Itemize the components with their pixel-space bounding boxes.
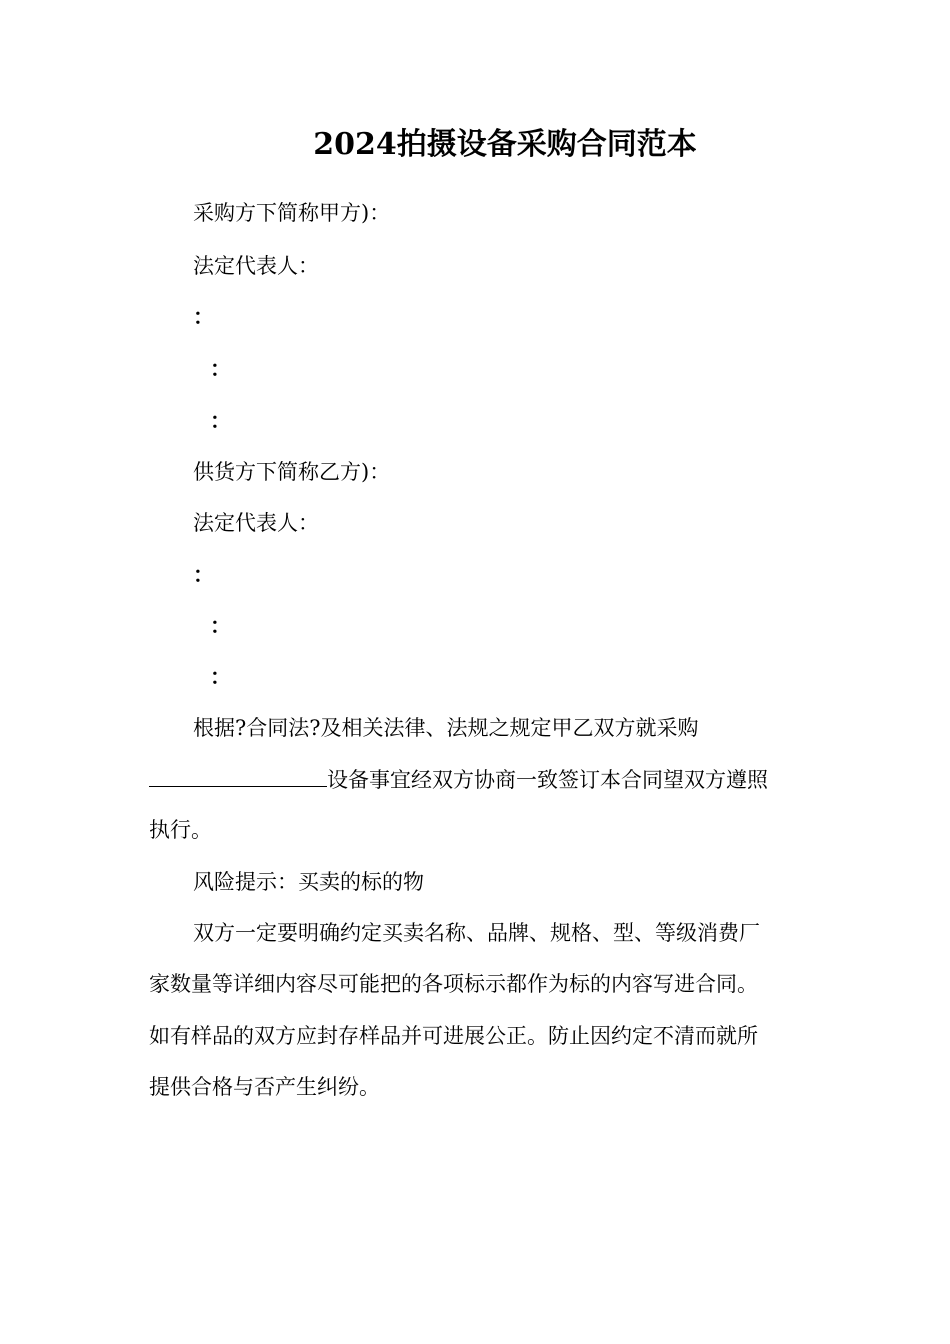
document-title: 2024拍摄设备采购合同范本 [313, 127, 697, 162]
intro-line-3: 执行。 [149, 818, 212, 842]
risk-paragraph-line-1: 双方一定要明确约定买卖名称、品牌、规格、型、等级消费厂 [193, 921, 760, 945]
risk-heading: 风险提示：买卖的标的物 [193, 870, 424, 894]
party-a-field-2: ： [210, 356, 231, 381]
risk-paragraph-line-3: 如有样品的双方应封存样品并可进展公正。防止因约定不清而就所 [149, 1024, 758, 1048]
party-a-rep-label: 法定代表人： [193, 254, 319, 278]
party-b-field-1: ： [193, 562, 214, 587]
party-a-name-label: 采购方下简称甲方)： [193, 201, 391, 225]
intro-line-2-text: 设备事宜经双方协商一致签订本合同望双方遵照 [327, 768, 768, 792]
risk-paragraph-line-2: 家数量等详细内容尽可能把的各项标示都作为标的内容写进合同。 [149, 972, 758, 996]
party-b-name-label: 供货方下简称乙方)： [193, 460, 391, 484]
intro-line-1: 根据?合同法?及相关法律、法规之规定甲乙双方就采购 [193, 716, 699, 740]
party-b-field-3: ： [210, 664, 231, 689]
party-b-rep-label: 法定代表人： [193, 511, 319, 535]
party-b-field-2: ： [210, 613, 231, 638]
risk-paragraph-line-4: 提供合格与否产生纠纷。 [149, 1075, 380, 1099]
party-a-field-3: ： [210, 408, 231, 433]
purchase-item-blank [149, 764, 327, 787]
intro-line-2 [149, 764, 768, 795]
party-a-field-1: ： [193, 304, 214, 329]
